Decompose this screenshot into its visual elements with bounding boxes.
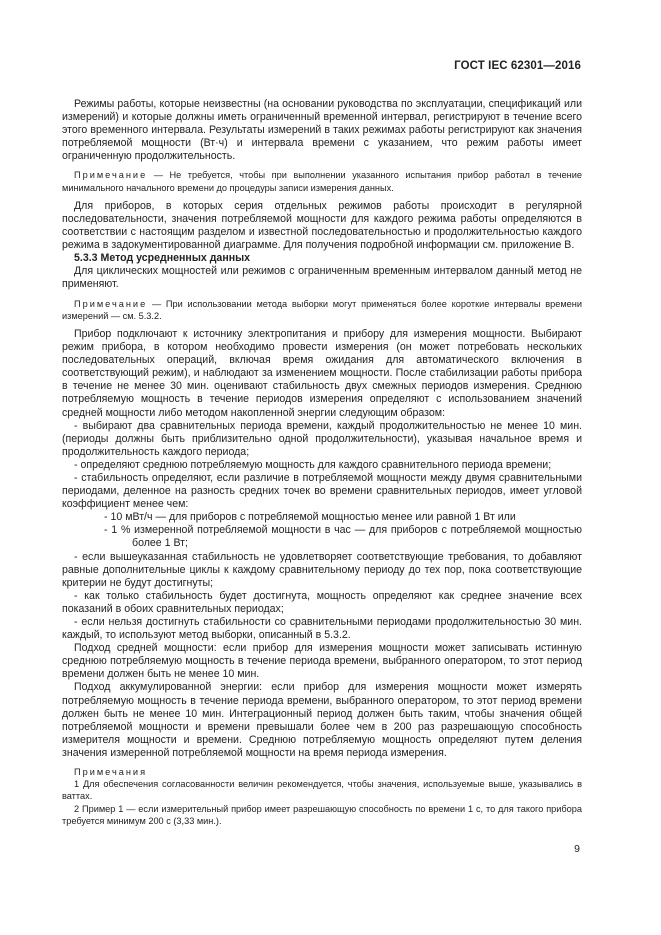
sub-list-item bbox=[62, 524, 582, 550]
notes-title-text: Примечания bbox=[74, 767, 148, 778]
list-item: - как только стабильность будет достигнута, мощность определяют как среднее значение всех показаний в обоих сравнительных периодах; bbox=[62, 589, 582, 615]
list-item: - определяют среднюю потребляемую мощность для каждого сравнительного периода времени; bbox=[74, 458, 552, 471]
note-label: Примечание bbox=[74, 170, 148, 181]
list-item: - выбирают два сравнительных периода времени, каждый продолжительностью не менее 10 мин. (периоды должны быть приблизительно одной продолжительности), указывая начальное время и продолжительность каждого периода; bbox=[62, 419, 582, 458]
section-heading-5-3-3: 5.3.3 Метод усредненных данных bbox=[74, 252, 251, 265]
sub-list-item-text: - 1 % измеренной потребляемой мощности в час — для приборов с потребляемой мощностью более 1 Вт; bbox=[104, 524, 582, 550]
note-item: 2 Пример 1 — если измерительный прибор имеет разрешающую способность по времени 1 с, то для такого прибора требуется минимум 200 с (3,33 мин.). bbox=[62, 803, 582, 826]
list-item: - если вышеуказанная стабильность не удовлетворяет соответствующие требования, то добавляют равные дополнительные циклы к каждому сравнительному периоду до тех пор, пока соответствующие критерии не будут достигнуты; bbox=[62, 550, 582, 589]
note-sampling-method bbox=[62, 298, 582, 322]
body-text bbox=[62, 98, 582, 827]
note-item: 1 Для обеспечения согласованности величин рекомендуется, чтобы значения, используемые выше, указывались в ваттах. bbox=[62, 779, 582, 802]
paragraph-unknown-modes: Режимы работы, которые неизвестны (на основании руководства по эксплуатации, спецификаций или измерений) и которые должны иметь ограниченный временной интервал, регистрируют в течение всего этого временного интервала. Результаты измерений в таких режимах работы регистрируют как значения потребляемой мощности (Вт·ч) и интервала времени с указанием, что режим работы имеет ограниченную продолжительность. bbox=[62, 98, 582, 163]
note-text: — Не требуется, чтобы при выполнении указанного испытания прибор работал в течение минимального начального времени до процедуры записи измерения данных. bbox=[62, 170, 582, 193]
paragraph-connect-device: Прибор подключают к источнику электропитания и прибору для измерения мощности. Выбирают режим прибора, в котором необходимо провести измерения (он может потребовать нескольких последовательных операций, включая время ожидания для автоматического включения в соответствующий режим), и наблюдают за изменением мощности. После стабилизации работы прибора в течение не менее 30 мин. оценивают стабильность двух смежных периодов измерения. Среднюю потребляемую мощность в течение периодов измерения определяют с использованием значений средней мощности либо методом накопленной энергии следующим образом: bbox=[62, 327, 582, 419]
sub-list-item: - 10 мВт/ч — для приборов с потребляемой мощностью менее или равной 1 Вт или bbox=[104, 511, 516, 524]
paragraph-series-modes: Для приборов, в которых серия отдельных режимов работы происходит в регулярной последовательности, значения потребляемой мощности для каждого режима работы определяются в соответствии с настоящим разделом и известной последовательностью и продолжительностью каждого режима в задокументированной диаграмме. Для получения подробной информации см. приложение В. bbox=[62, 199, 582, 252]
note-label: Примечание bbox=[74, 298, 148, 309]
list-item: - стабильность определяют, если различие в потребляемой мощности между двумя сравнительными периодами, деленное на разность средних точек во времени сравнительных периодов, имеет угловой коэффициент менее чем: bbox=[62, 471, 582, 511]
list-item: - если нельзя достигнуть стабильности со сравнительными периодами продолжительностью 30 мин. каждый, то используют метод выборки, описанный в 5.3.2. bbox=[62, 616, 582, 642]
paragraph-accumulated-energy: Подход аккумулированной энергии: если прибор для измерения мощности может измерять потребляемую мощность в течение периода времени, выбранного оператором, то этот период времени должен быть не менее 10 мин. Интеграционный период должен быть таким, чтобы значения общей потребляемой мощности и времени превышали более чем в 200 раз разрешающую способность измерителя мощности и времени. Среднюю потребляемую мощность определяют путем деления значения измеренной потребляемой мощности на время периода измерения. bbox=[62, 681, 582, 759]
notes-title bbox=[62, 766, 582, 778]
note-initial-time bbox=[62, 169, 582, 193]
page-number: 9 bbox=[574, 843, 580, 855]
paragraph-average-power: Подход средней мощности: если прибор для измерения мощности может записывать истинную среднюю потребляемую мощность в течение периода времени, выбранного оператором, то этот период времени должен быть не менее 10 мин. bbox=[62, 642, 582, 681]
paragraph-cyclic-not-applied: Для циклических мощностей или режимов с ограниченным временным интервалом данный метод не применяют. bbox=[62, 265, 582, 291]
standard-header: ГОСТ IEC 62301—2016 bbox=[454, 60, 581, 72]
note-text: — При использовании метода выборки могут применяться более короткие интервалы времени измерений — см. 5.3.2. bbox=[62, 298, 582, 321]
